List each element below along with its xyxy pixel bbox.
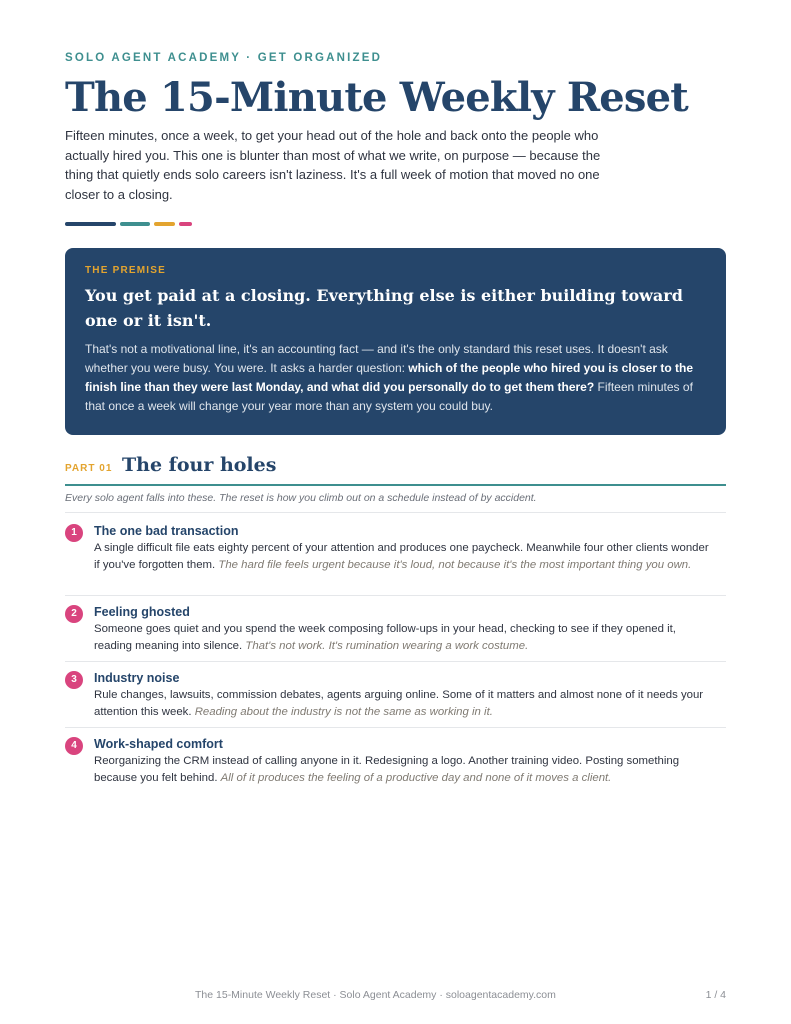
holes-list <box>65 515 726 794</box>
hole-body <box>94 687 716 720</box>
number-badge: 1 <box>65 524 83 542</box>
page-number: 1 / 4 <box>705 989 726 1001</box>
page-title: The 15-Minute Weekly Reset <box>65 74 688 121</box>
list-item <box>65 515 726 596</box>
hole-body <box>94 621 716 654</box>
hole-text: Reorganizing the CRM instead of calling anyone in it. Redesigning a logo. Another training video. Posting something because you felt behind. <box>94 755 680 784</box>
premise-body-bold: which of the people who hired you is closer to the finish line than they were last Monday, and what did you personally do to get them there? <box>85 361 693 394</box>
premise-body-start: That's not a motivational line, it's an accounting fact — and it's the only standard this reset uses. It doesn't ask whether you were busy. You were. It asks a harder question: <box>85 342 668 375</box>
hole-aside: All of it produces the feeling of a productive day and none of it moves a client. <box>220 771 612 784</box>
part-number: PART 01 <box>65 463 113 474</box>
rule-segment-teal <box>120 222 150 226</box>
hole-body <box>94 753 716 786</box>
list-item <box>65 662 726 728</box>
hole-aside: Reading about the industry is not the same as working in it. <box>194 705 493 718</box>
rule-segment-navy <box>65 222 116 226</box>
part-subtitle: Every solo agent falls into these. The reset is how you climb out on a schedule instead of by accident. <box>65 492 726 513</box>
intro-paragraph: Fifteen minutes, once a week, to get your head out of the hole and back onto the people who actually hired you. This one is blunter than most of what we write, on purpose — because the thing that quietly ends solo careers isn't laziness. It's a full week of motion that moved no one closer to a closing. <box>65 128 601 202</box>
hole-text: A single difficult file eats eighty percent of your attention and produces one paycheck. Meanwhile four other clients wonder if you've forgotten them. <box>94 542 709 571</box>
rule-segment-pink <box>179 222 192 226</box>
part-header <box>65 452 726 486</box>
hole-title: Feeling ghosted <box>94 605 190 619</box>
number-badge: 3 <box>65 671 83 689</box>
list-item <box>65 728 726 794</box>
hole-aside: That's not work. It's rumination wearing a work costume. <box>245 639 529 652</box>
number-badge: 4 <box>65 737 83 755</box>
part-title: The four holes <box>122 454 277 476</box>
premise-body <box>85 340 710 416</box>
premise-body-end: Fifteen minutes of that once a week will change your year more than any system you could buy. <box>85 380 693 413</box>
premise-callout <box>65 248 726 435</box>
hole-body <box>94 540 716 573</box>
rule-segment-gold <box>154 222 175 226</box>
premise-label: THE PREMISE <box>85 265 166 276</box>
number-badge: 2 <box>65 605 83 623</box>
hole-aside: The hard file feels urgent because it's loud, not because it's the most important thing you own. <box>218 558 692 571</box>
hole-title: Work-shaped comfort <box>94 737 223 751</box>
footer-text: The 15-Minute Weekly Reset · Solo Agent Academy · soloagentacademy.com <box>195 989 556 1001</box>
hole-title: Industry noise <box>94 671 180 685</box>
hole-text: Rule changes, lawsuits, commission debates, agents arguing online. Some of it matters and almost none of it needs your attention this week. <box>94 689 704 718</box>
list-item <box>65 596 726 662</box>
hole-text: Someone goes quiet and you spend the week composing follow-ups in your head, checking to see if they opened it, reading meaning into silence. <box>94 623 676 652</box>
eyebrow-label: SOLO AGENT ACADEMY · GET ORGANIZED <box>65 52 383 64</box>
hole-title: The one bad transaction <box>94 524 239 538</box>
premise-heading: You get paid at a closing. Everything else is either building toward one or it isn't. <box>85 286 683 330</box>
